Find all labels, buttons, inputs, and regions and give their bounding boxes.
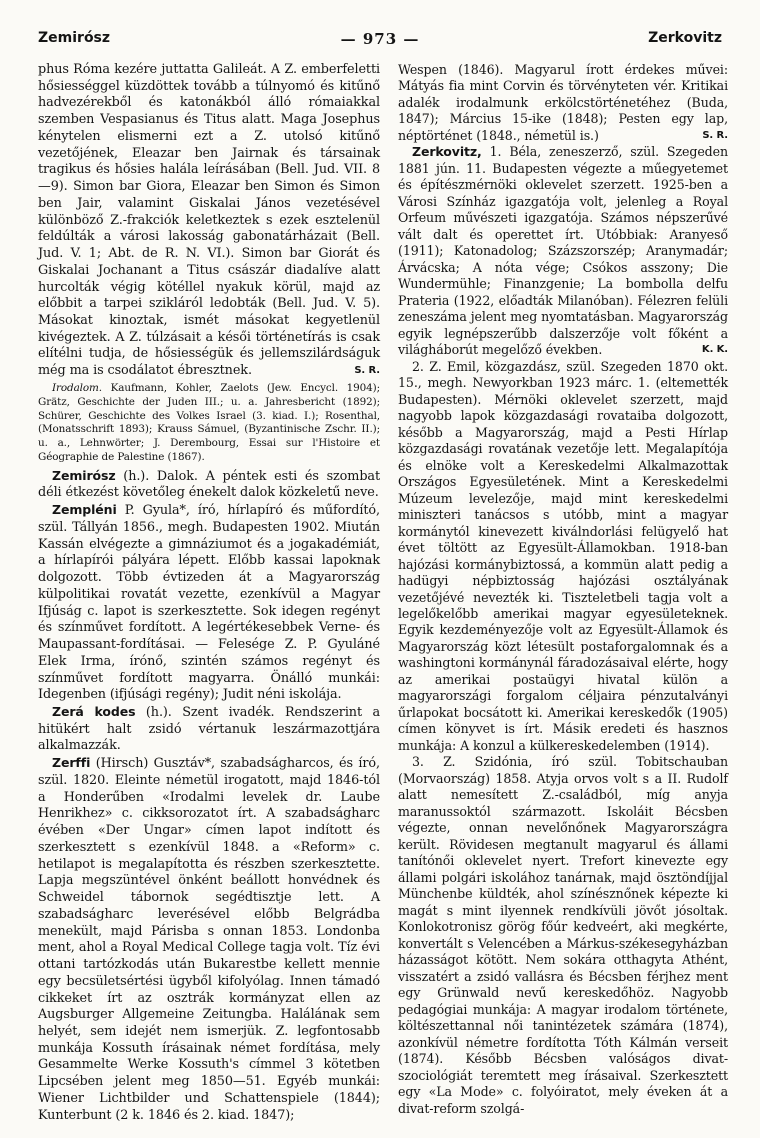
entry-zerkovitz-emil: 2. Z. Emil, közgazdász, szül. Szegeden 1870 okt. 15., megh. Newyorkban 1923 márc. 1. (eltemették Budapesten). Mérnöki oklevelet szerzett, majd nagyobb lapok közgazdasági rovataiba dolgozott, később a Magyarország, majd a Pesti Hírlap közgazdasági rovatának vezetője lett. Megalapítója és elnöke volt a Kereskedelmi Alkalmazottak Országos Egyesületének. Mint a Kereskedelmi Múzeum levelezője, majd mint kereskedelmi miniszteri tanácsos s utóbb, mint a magyar kormánytól kinevezett kiválndorlási felügyelő hat évet töltött az Egyesült-Államokban. 1918-ban hajózási kormánybiztossá, a kommün alatt pedig a hadügyi népbiztosság hajózási osztályának vezetőjévé nevezték ki. Tiszteletbeli tagja volt a legelőkelőbb amerikai magyar egyesületeknek. Egyik kezdeményezője volt az Egyesült-Államok és Magyarország közt létesült postaforgalomnak és a washingtoni kormánynál fáradozásaival elérte, hogy az amerikai postaügyi hivatal külön a magyarországi forgalom céljaira pénzutalványi űrlapokat bocsátott ki. Amerikai kereskedők (1905) címen könyvet is írt. Másik eredeti és hasznos munkája: A konzul a külkereskedelemben (1914).: [398, 358, 728, 753]
entry-headword: Zerffi: [52, 755, 91, 771]
entry-zerkovitz-bela: Zerkovitz, 1. Béla, zeneszerző, szül. Szegeden 1881 jún. 11. Budapesten végezte a műegyetemet és építészmérnöki oklevelet szerzett. 1925-ben a Városi Színház igazgatója volt, jelenleg a Royal Orfeum művészeti igazgatója. Számos népszerűvé vált dalt és operettet írt. Utóbbiak: Aranyeső (1911); Katonadolog; Százszorszép; Aranymadár; Árvácska; A nóta vége; Csókos asszony; Die Wundermühle; Finanzgenie; La bombolla delfu Prateria (1922, előadták Milanóban). Félezren felüli zeneszáma jelent meg nyomtatásban. Magyarország egyik legnépszerűbb dalszerzője volt főként a világháborút megelőző években. K. K.: [398, 144, 728, 358]
entry-zemirosz: Zemirósz (h.). Dalok. A péntek esti és szombat déli étkezést követőleg énekelt dalok közkeletű neve.: [38, 467, 380, 501]
entry-headword: Zemirósz: [52, 467, 116, 483]
entry-zerffi: Zerffi (Hirsch) Gusztáv*, szabadságharcos, és író, szül. 1820. Eleinte németül irogatott, majd 1846-tól a Honderűben «Irodalmi levelek dr. Laube Henrikhez» c. cikksorozatot írt. A szabadságharc évében «Der Ungar» címen lapot indított és szerkesztett s ezenkívül 1848. a «Reform» c. hetilapot is megalapította és részben szerkesztette. Lapja megszüntével önként beállott honvédnek és Schweidel tábornok segédtisztje lett. A szabadságharc leverésével előbb Belgrádba menekült, majd Párisba s onnan 1853. Londonba ment, ahol a Royal Medical College tagja volt. Tíz évi ottani tartózkodás után Bukarestbe kellett mennie egy becsületsértési ügyből kifolyólag. Innen támadó cikkeket írt az osztrák kormányzat ellen az Augsburger Allgemeine Zeitungba. Halálának sem helyét, sem idejét nem ismerjük. Z. legfontosabb munkája Kossuth írásainak német fordítása, mely Gesammelte Werke Kossuth's címmel 3 kötetben Lipcsében jelent meg 1850—51. Egyéb munkái: Wiener Lichtbilder und Schattenspiele (1844); Kunterbunt (2 k. 1846 és 2. kiad. 1847);: [38, 755, 380, 1123]
zerffi-continuation: Wespen (1846). Magyarul írott érdekes művei: Mátyás fia mint Corvin és törvényteten vér. Kritikai adalék irodalmunk erkölcstörténetéhez (Buda, 1847); Március 15-ike (1848); Pesten egy lap, néptörténet (1848., németül is.) S. R.: [398, 62, 728, 143]
header-right-keyword: Zerkovitz: [648, 30, 722, 46]
header-left-keyword: Zemirósz: [38, 30, 111, 46]
entry-zempleni: Zempléni P. Gyula*, író, hírlapíró és műfordító, szül. Tállyán 1856., megh. Budapesten 1902. Miután Kassán elvégezte a gimnáziumot és a jogakadémiát, a hírlapírói pályára lépett. Előbb kassai lapoknak dolgozott. Több évtizeden át a Magyarország külpolitikai rovatát vezette, ezenkívül a Magyar Ifjúság c. lapot is szerkesztette. Sok idegen regényt és színművet fordított. A legértékesebbek Verne- és Maupassant-fordításai. — Felesége Z. P. Gyuláné Elek Irma, írónő, szintén számos regényt és színművet fordított magyarra. Önálló munkái: Idegenben (ifjúsági regény); Judit néni iskolája.: [38, 502, 380, 703]
author-signature: K. K.: [701, 344, 728, 356]
bibliography: Irodalom. Kaufmann, Kohler, Zaelots (Jew. Encycl. 1904); Grätz, Geschichte der Juden III.; u. a. Jahresbericht (1892); Schürer, Geschichte des Volkes Israel (3. kiad. I.); Rosenthal, (Monatsschrift 1893); Krauss Sámuel, (Byzantinische Zschr. II.); u. a., Lehnwörter; J. Derembourg, Essai sur l'Histoire et Géographie de Palestine (1867).: [38, 381, 380, 463]
entry-headword: Zerá kodes: [52, 704, 136, 720]
entry-zerkovitz-szidonia: 3. Z. Szidónia, író szül. Tobitschauban (Morvaország) 1858. Atyja orvos volt s a II. Rudolf alatt nemesített Z.-családból, míg anyja maranussoktól származott. Iskoláit Bécsben végezte, onnan nevelőnőnek Magyarországra került. Rövidesen megtanult magyarul és állami tanítónői oklevelet nyert. Trefort kinevezte egy állami polgári iskolához tanárnak, majd ösztöndíjjal Münchenbe küldték, ahol színésznőnek képezte ki magát s mint ilyennek rendkívüli jövőt jósoltak. Konlokotronisz görög főúr kedveért, aki megkérte, konvertált s Velencében a Márkus-székesegyházban házasságot kötött. Nem sokára otthagyta Athént, visszatért a zsidó vallásra és Bécsben férjhez ment egy Grünwald nevű kereskedőhöz. Nagyobb pedagógiai munkája: A magyar irodalom története, költészettannal női tanintézetek számára (1874), azonkívül németre fordította Tóth Kálmán verseit (1874). Később Bécsben valóságos divat-szociológiát teremtett meg írásaival. Szerkesztett egy «La Mode» c. folyóiratot, mely éveken át a divat-reform szolgá-: [398, 754, 728, 1116]
running-header: [0, 30, 760, 52]
entry-headword: Zempléni: [52, 502, 117, 518]
author-signature: S. R.: [354, 365, 380, 377]
page-number: — 973 —: [340, 30, 420, 48]
entry-headword: Zerkovitz,: [412, 144, 482, 160]
right-column: [398, 62, 728, 1117]
left-column: [38, 62, 380, 1124]
author-signature: S. R.: [702, 129, 728, 141]
zelotak-continuation: phus Róma kezére juttatta Galileát. A Z. emberfeletti hősiességgel küzdöttek tovább a túlnyomó és kitűnő hadvezérekből és katonákból álló rómaiakkal szemben Vespasianus és Titus alatt. Maga Josephus kénytelen elismerni ezt a Z. utolsó kitűnő vezetőjének, Eleazar ben Jairnak és társainak tragikus és hősies halála leírásában (Bell. Jud. VII. 8—9). Simon bar Giora, Eleazar ben Simon és Simon ben Jair, valamint Giskalai János vezetésével különböző Z.-frakciók keletkeztek s ezek esztelenül feldúlták a városi lakosság gabonatárházait (Bell. Jud. V. 1; Abt. de R. N. VI.). Simon bar Giorát és Giskalai Jochanant a Titus császár diadalíve alatt hurcolták végig kötéllel nyakuk körül, majd az előbbit a tarpei szikláról ledobták (Bell. Jud. V. 5). Másokat kinoztak, ismét másokat kegyetlenül kivégeztek. A Z. túlzásait a késői történetírás is csak elítélni tudja, de hősiességük és jellemszilárdságuk még ma is csodálatot ébresztnek. S. R.: [38, 62, 380, 379]
bibliography-label: Irodalom.: [52, 381, 103, 394]
entry-zera-kodes: Zerá kodes (h.). Szent ivadék. Rendszerint a hitükért halt zsidó vértanuk leszármazottjára alkalmazzák.: [38, 704, 380, 754]
